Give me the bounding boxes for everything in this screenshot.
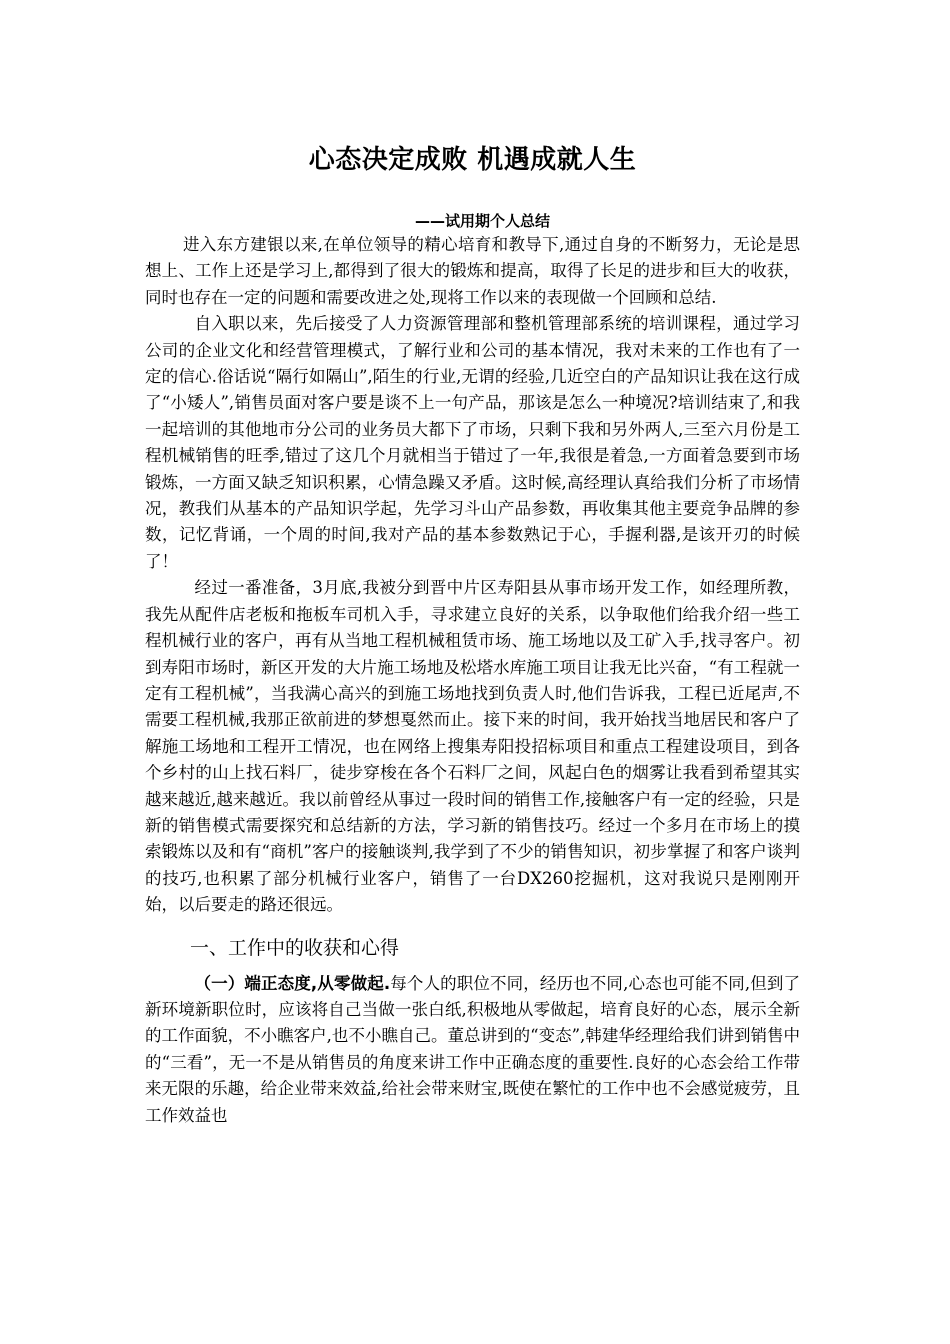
paragraph-training: 自入职以来，先后接受了人力资源管理部和整机管理部系统的培训课程，通过学习公司的企业文化和经营管理模式，了解行业和公司的基本情况，我对未来的工作也有了一定的信心.俗话说“隔行如隔山”,陌生的行业,无谓的经验,几近空白的产品知识让我在这行成了“小矮人”,销售员面对客户要是谈不上一句产品，那该是怎么一种境况?培训结束了,和我一起培训的其他地市分公司的业务员大都下了市场，只剩下我和另外两人,三至六月份是工程机械销售的旺季,错过了这几个月就相当于错过了一年,我很是着急,一方面着急要到市场锻炼，一方面又缺乏知识积累，心情急躁又矛盾。这时候,高经理认真给我们分析了市场情况，教我们从基本的产品知识学起，先学习斗山产品参数，再收集其他主要竞争品牌的参数，记忆背诵，一个周的时间,我对产品的基本参数熟记于心，手握利器,是该开刃的时候了！ xyxy=(145,314,800,571)
sub-section-heading: （一）端正态度,从零做起. xyxy=(194,973,391,993)
sub-section-text: 每个人的职位不同，经历也不同,心态也可能不同,但到了新环境新职位时，应该将自己当做一张白纸,积极地从零做起，培育良好的心态，展示全新的工作面貌，不小瞧客户,也不小瞧自己。董总讲到的“变态”,韩建华经理给我们讲到销售中的“三看”，无一不是从销售员的角度来讲工作中正确态度的重要性.良好的心态会给工作带来无限的乐趣，给企业带来效益,给社会带来财宝,既使在繁忙的工作中也不会感觉疲劳，且工作效益也 xyxy=(145,973,800,1125)
paragraph-intro: 进入东方建银以来,在单位领导的精心培育和教导下,通过自身的不断努力，无论是思想上、工作上还是学习上,都得到了很大的锻炼和提高，取得了长足的进步和巨大的收获，同时也存在一定的问题和需要改进之处,现将工作以来的表现做一个回顾和总结. xyxy=(145,235,800,307)
paragraph-market: 经过一番准备，3月底,我被分到晋中片区寿阳县从事市场开发工作，如经理所教，我先从配件店老板和拖板车司机入手，寻求建立良好的关系，以争取他们给我介绍一些工程机械行业的客户，再有从当地工程机械租赁市场、施工场地以及工矿入手,找寻客户。初到寿阳市场时，新区开发的大片施工场地及松塔水库施工项目让我无比兴奋，“有工程就一定有工程机械”，当我满心高兴的到施工场地找到负责人时,他们告诉我，工程已近尾声,不需要工程机械,我那正欲前进的梦想戛然而止。接下来的时间，我开始找当地居民和客户了解施工场地和工程开工情况，也在网络上搜集寿阳投招标项目和重点工程建设项目，到各个乡村的山上找石料厂，徒步穿梭在各个石料厂之间，风起白色的烟雾让我看到希望其实越来越近,越来越近。我以前曾经从事过一段时间的销售工作,接触客户有一定的经验，只是新的销售模式需要探究和总结新的方法，学习新的销售技巧。经过一个多月在市场上的摸索锻炼以及和有“商机”客户的接触谈判,我学到了不少的销售知识，初步掌握了和客户谈判的技巧,也积累了部分机械行业客户，销售了一台DX260挖掘机，这对我说只是刚刚开始，以后要走的路还很远。 xyxy=(145,578,800,915)
document-title: 心态决定成败 机遇成就人生 xyxy=(308,145,637,175)
document-page xyxy=(145,140,800,1129)
paragraph-attitude xyxy=(145,971,800,1129)
document-subtitle: ——试用期个人总结 xyxy=(414,212,550,230)
section-heading: 一、工作中的收获和心得 xyxy=(190,936,400,959)
